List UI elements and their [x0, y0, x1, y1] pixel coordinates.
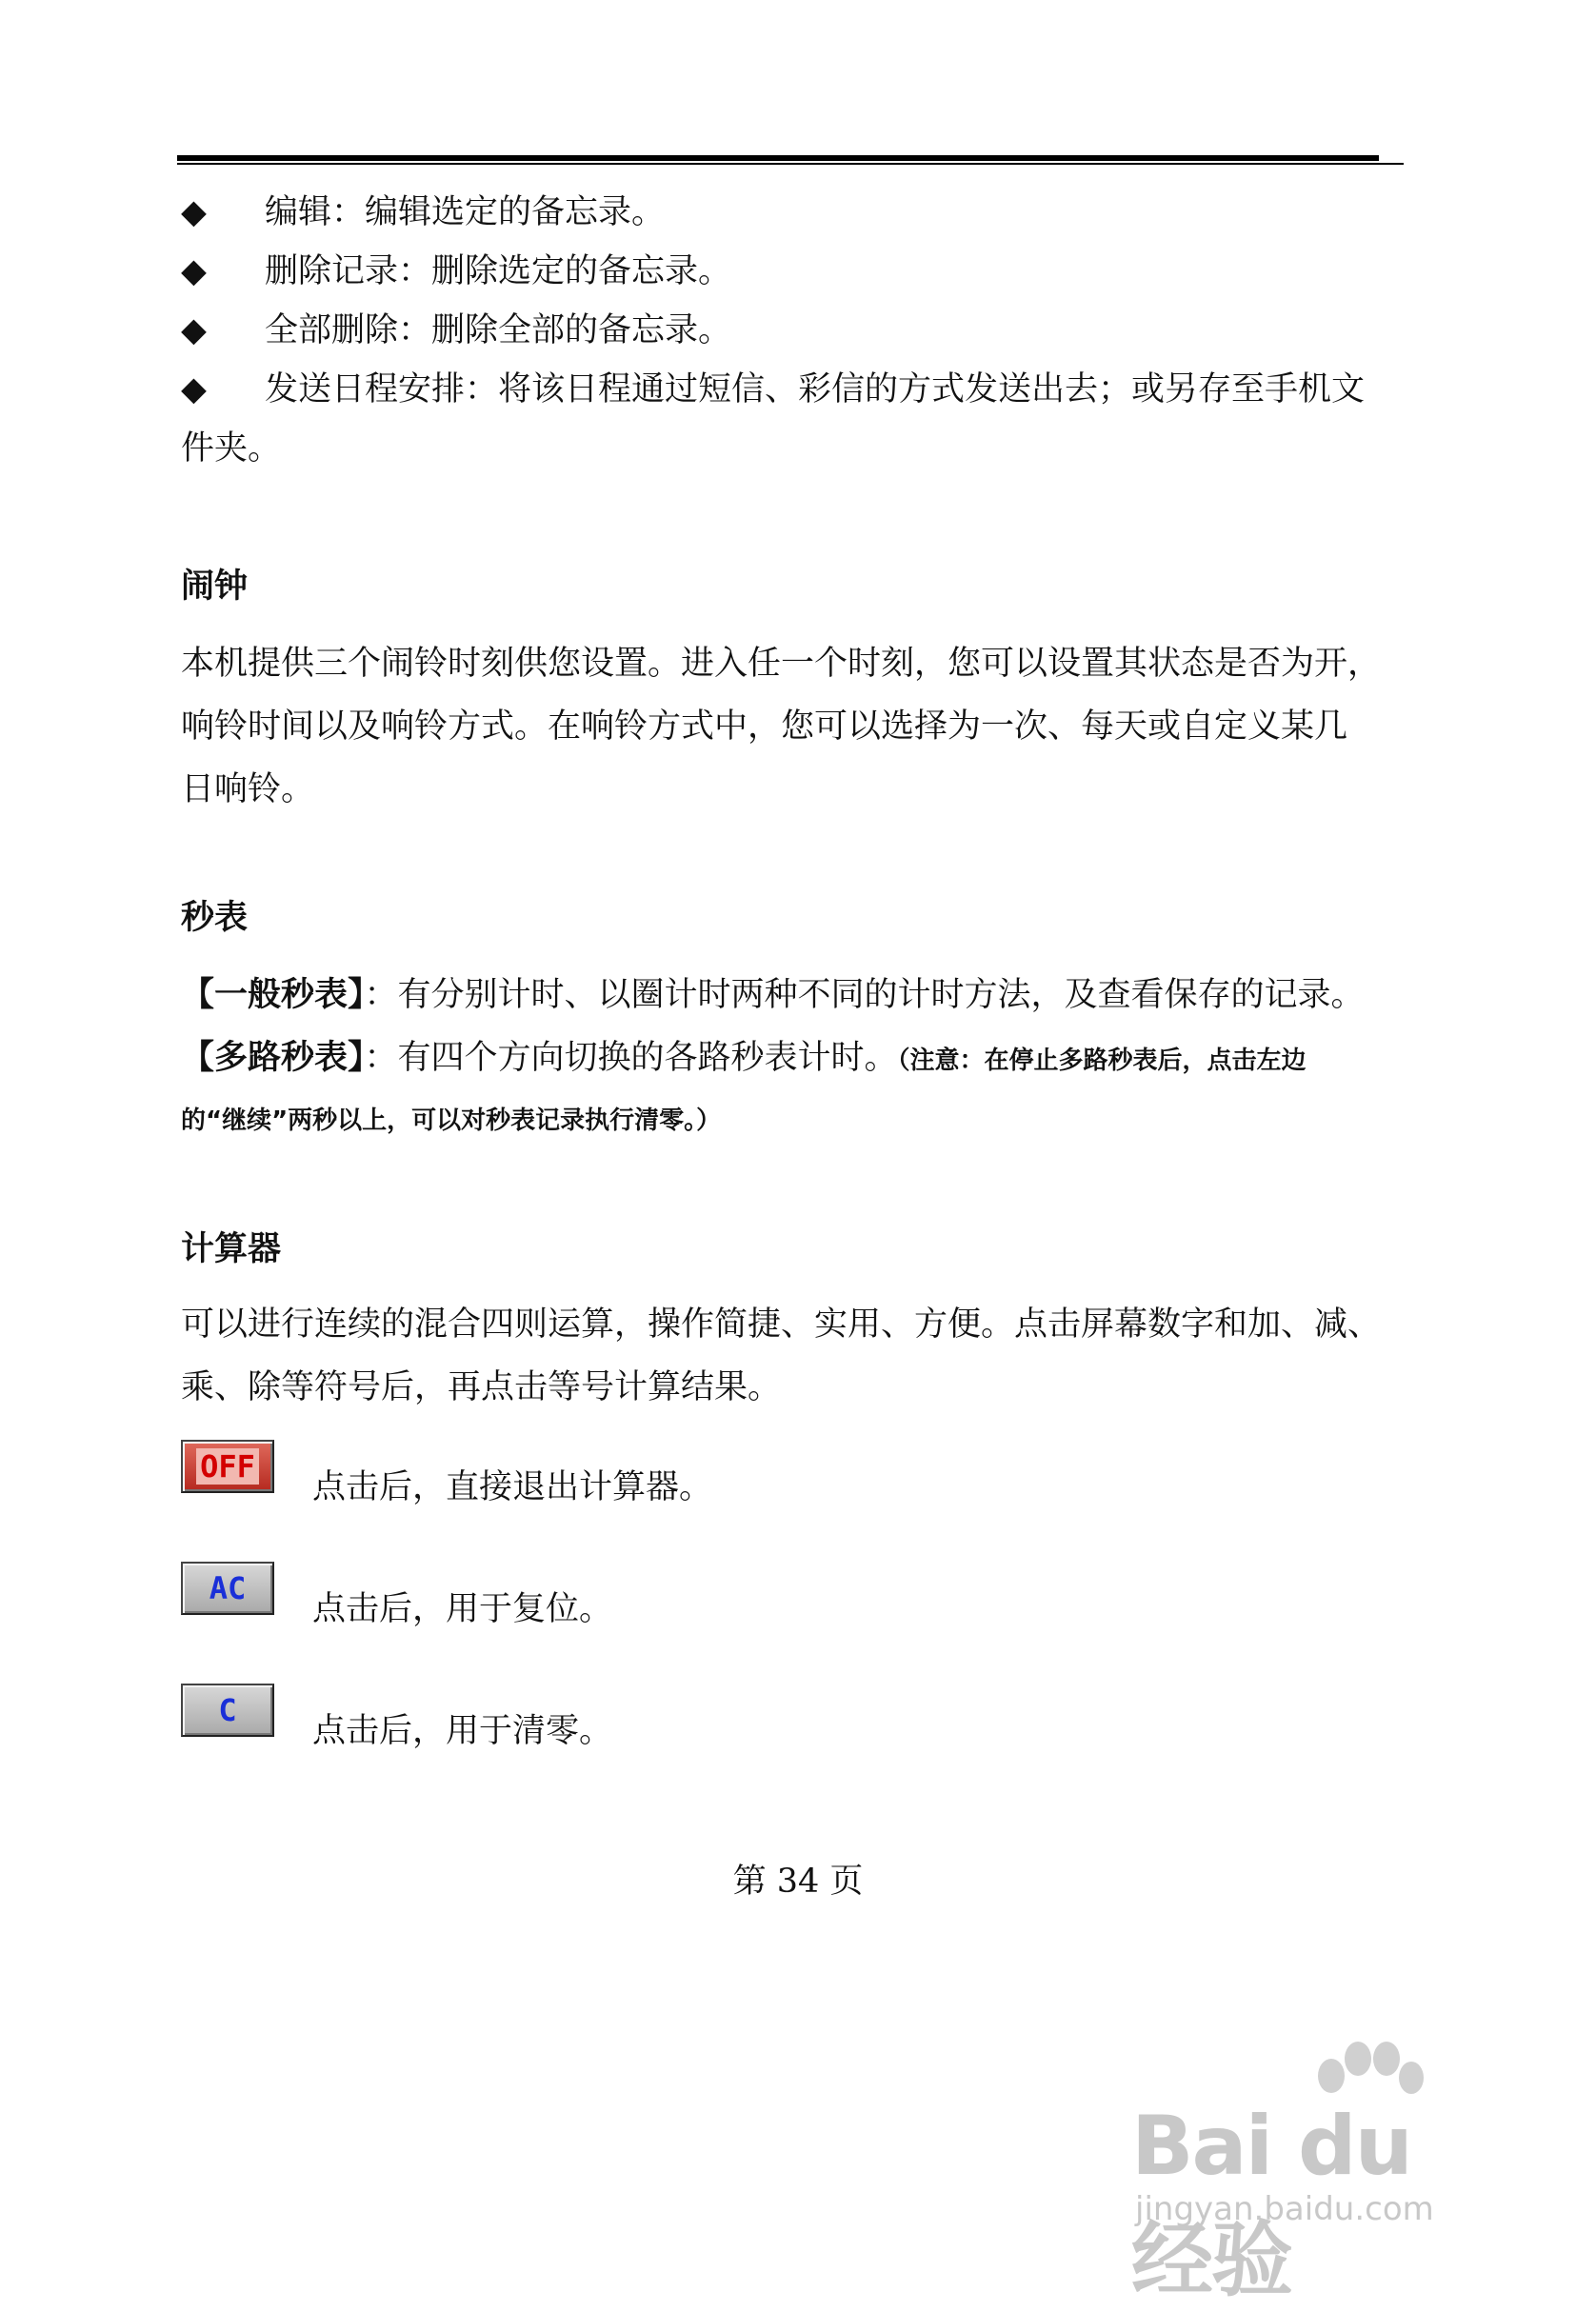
bullet-edit [181, 183, 1409, 242]
general-stopwatch-label: 【一般秒表】 [181, 976, 365, 1014]
calculator-line-2: 乘、除等符号后，再点击等号计算结果。 [181, 1368, 782, 1406]
alarm-line-2: 响铃时间以及响铃方式。在响铃方式中，您可以选择为一次、每天或自定义某几 [181, 708, 1348, 746]
diamond-bullet-icon: ◆ [181, 193, 207, 231]
diamond-bullet-icon: ◆ [181, 252, 207, 290]
page-number: 第 34 页 [732, 1863, 864, 1901]
section-heading-alarm: 闹钟 [181, 568, 249, 606]
bullet-send-schedule-cont [181, 419, 1409, 478]
stopwatch-general [181, 964, 1419, 1026]
header-rule [177, 155, 1379, 161]
calculator-ac-button [181, 1562, 274, 1615]
calculator-off-button [181, 1440, 274, 1493]
ac-button-desc: 点击后，用于复位。 [312, 1590, 613, 1628]
section-heading-calculator: 计算器 [181, 1230, 282, 1268]
bullet-text: 编辑：编辑选定的备忘录。 [265, 193, 666, 231]
baidu-watermark [1131, 2038, 1512, 2308]
stopwatch-note-cont: 的“继续”两秒以上，可以对秒表记录执行清零。） [181, 1106, 722, 1135]
stopwatch-note: （注意：在停止多路秒表后，点击左边 [897, 1046, 1307, 1075]
watermark-brand: Bai du 经验 [1131, 2099, 1411, 2308]
bullet-text: 发送日程安排：将该日程通过短信、彩信的方式发送出去；或另存至手机文 [265, 370, 1366, 409]
bullet-text: 全部删除：删除全部的备忘录。 [265, 311, 732, 349]
diamond-bullet-icon: ◆ [181, 370, 207, 409]
general-stopwatch-text: ：有分别计时、以圈计时两种不同的计时方法，及查看保存的记录。 [364, 976, 1365, 1014]
bullet-delete-all [181, 301, 1409, 360]
multi-stopwatch-label: 【多路秒表】 [181, 1039, 365, 1077]
alarm-line-3: 日响铃。 [181, 770, 315, 808]
calculator-line-1: 可以进行连续的混合四则运算，操作简捷、实用、方便。点击屏幕数字和加、减、 [181, 1305, 1382, 1344]
watermark-url: jingyan.baidu.com [1135, 2190, 1434, 2228]
multi-stopwatch-text: ：有四个方向切换的各路秒表计时。 [364, 1039, 898, 1077]
calculator-c-button [181, 1684, 274, 1737]
bullet-send-schedule [181, 360, 1409, 419]
c-button-label: C [218, 1692, 237, 1728]
stopwatch-multi [181, 1026, 1419, 1092]
off-button-desc: 点击后，直接退出计算器。 [312, 1468, 713, 1506]
bullet-text-cont: 件夹。 [181, 429, 282, 468]
bullet-text: 删除记录：删除选定的备忘录。 [265, 252, 732, 290]
header-rule-thin [177, 163, 1404, 165]
section-heading-stopwatch: 秒表 [181, 899, 249, 937]
alarm-line-1: 本机提供三个闹铃时刻供您设置。进入任一个时刻，您可以设置其状态是否为开， [181, 645, 1382, 683]
off-button-label: OFF [196, 1448, 259, 1485]
diamond-bullet-icon: ◆ [181, 311, 207, 349]
ac-button-label: AC [209, 1570, 247, 1606]
c-button-desc: 点击后，用于清零。 [312, 1712, 613, 1750]
bullet-delete-record [181, 242, 1409, 301]
